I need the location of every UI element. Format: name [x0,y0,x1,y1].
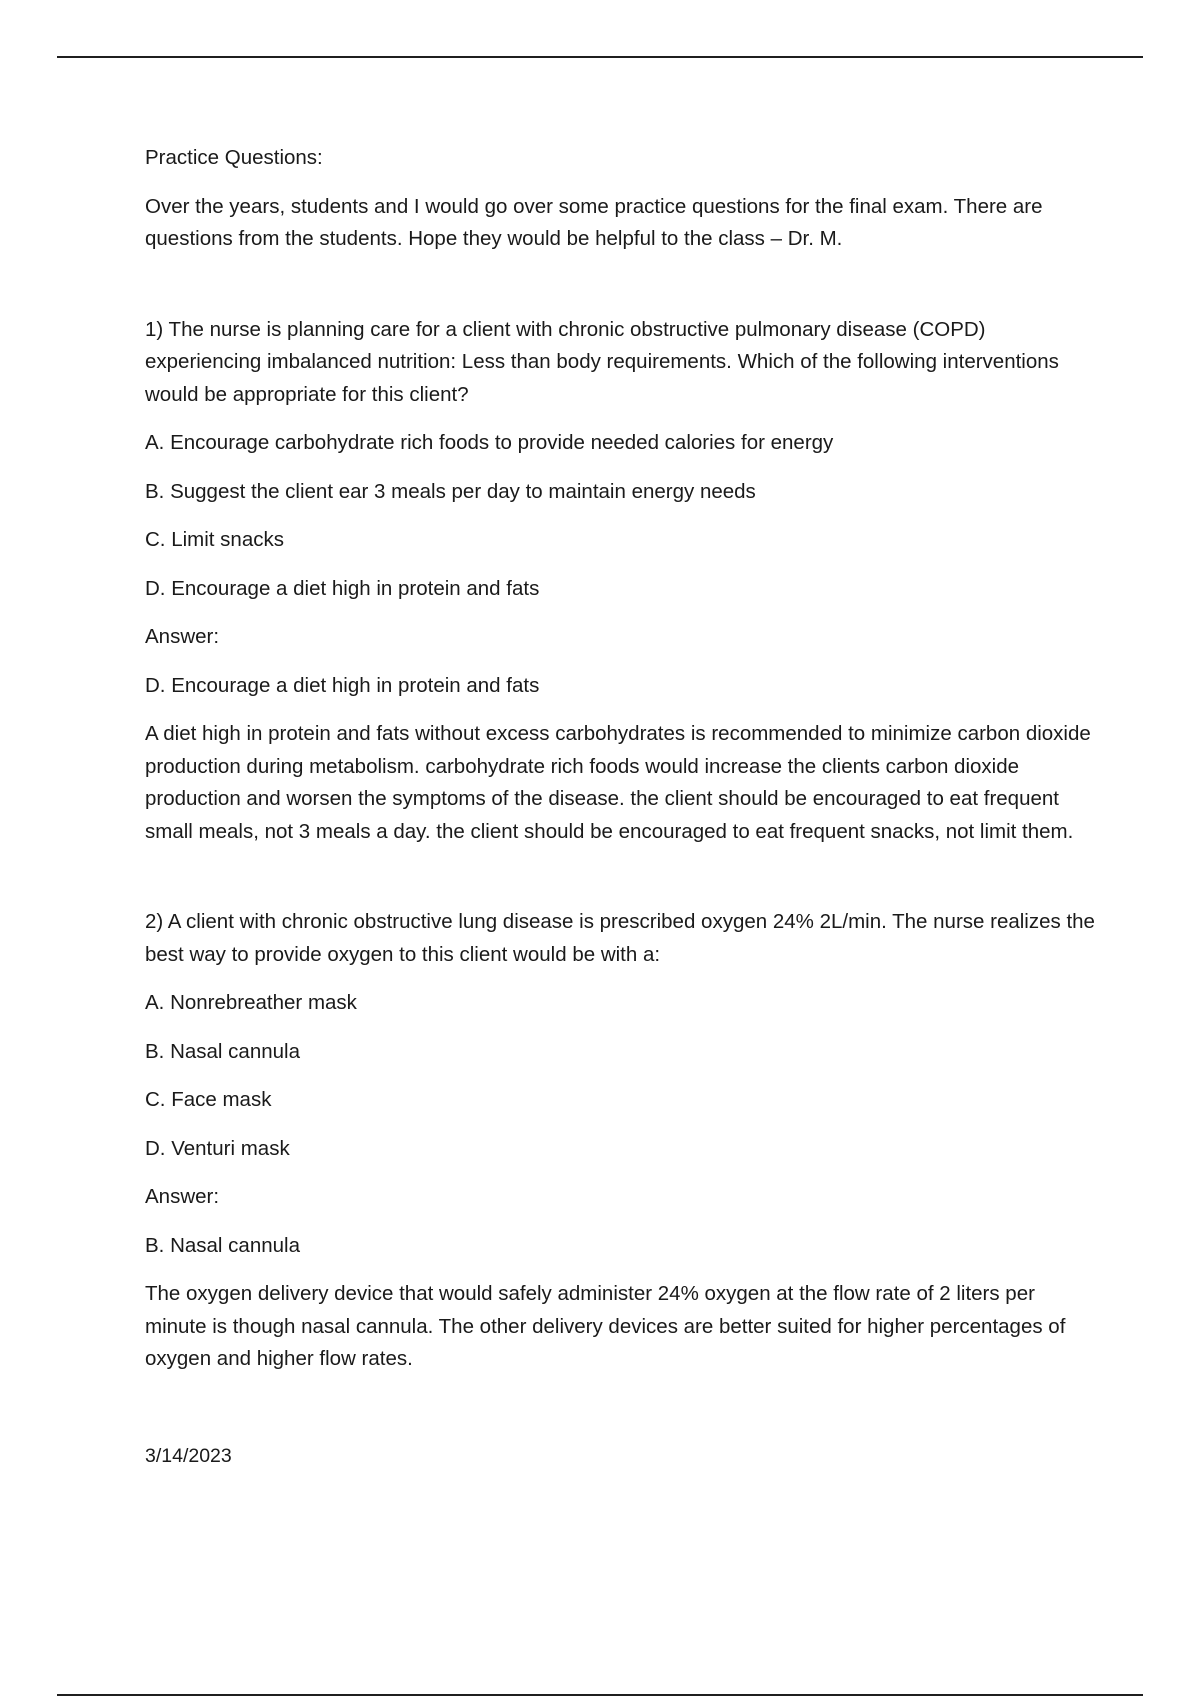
correct-answer: D. Encourage a diet high in protein and fats [145,673,540,697]
correct-answer: B. Nasal cannula [145,1233,300,1257]
question-block [145,906,1095,1376]
footer-date: 3/14/2023 [145,1444,232,1467]
intro-paragraph: Over the years, students and I would go over some practice questions for the final exam. There are questions from the students. Hope they would be helpful to the class – Dr. M. [145,194,1043,250]
answer-option: C. Face mask [145,1088,272,1111]
rationale-paragraph: The oxygen delivery device that would safely administer 24% oxygen at the flow rate of 2 liters per minute is though nasal cannula. The other delivery devices are better suited for higher percentages of oxygen and higher flow rates. [145,1282,1066,1370]
spacer [145,272,1095,314]
answer-option: A. Nonrebreather mask [145,991,357,1014]
answer-option: C. Limit snacks [145,528,284,551]
page-heading: Practice Questions: [145,146,323,169]
answer-label: Answer: [145,1185,220,1208]
answer-option: B. Nasal cannula [145,1039,300,1063]
top-rule [57,56,1143,58]
question-stem: 2) A client with chronic obstructive lung disease is prescribed oxygen 24% 2L/min. The nurse realizes the best way to provide oxygen to this client would be with a: [145,910,1095,966]
rationale-paragraph: A diet high in protein and fats without excess carbohydrates is recommended to minimize carbon dioxide production during metabolism. carbohydrate rich foods would increase the clients carbon dioxide production and worsen the symptoms of the disease. the client should be encouraged to eat frequent small meals, not 3 meals a day. the client should be encouraged to eat frequent snacks, not limit them. [145,722,1091,843]
question-stem: 1) The nurse is planning care for a client with chronic obstructive pulmonary disease (COPD) experiencing imbalanced nutrition: Less than body requirements. Which of the following interventions would be appropriate for this client? [145,317,1059,406]
answer-option: D. Venturi mask [145,1136,290,1160]
spacer [145,864,1095,906]
answer-label: Answer: [145,625,220,648]
answer-option: B. Suggest the client ear 3 meals per day to maintain energy needs [145,479,756,503]
bottom-rule [57,1694,1143,1696]
answer-option: A. Encourage carbohydrate rich foods to provide needed calories for energy [145,431,834,454]
document-body [145,142,1095,1488]
answer-option: D. Encourage a diet high in protein and fats [145,576,540,600]
question-block [145,314,1095,849]
